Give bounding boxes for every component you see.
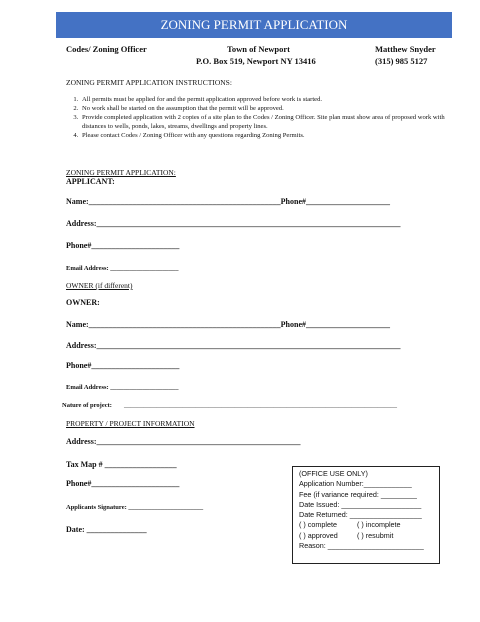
applicant-address-field[interactable]: Address:____________________________________________________________________________ xyxy=(66,219,401,228)
header-officer-name: Matthew Snyder xyxy=(375,44,436,54)
instructions-list xyxy=(62,95,470,140)
header-town: Town of Newport xyxy=(227,44,290,54)
date-returned-field[interactable]: Date Returned: __________________ xyxy=(299,510,422,520)
date-field[interactable]: Date: _______________ xyxy=(66,525,147,534)
property-section-title: PROPERTY / PROJECT INFORMATION xyxy=(66,419,195,428)
instruction-item: 3. Provide completed application with 2 copies of a site plan to the Codes / Zoning Officer. Site plan must show area of proposed work with distances to wells, ponds, lakes, streams, dwellings and property lines. xyxy=(80,113,470,131)
property-address-field[interactable]: Address:___________________________________________________ xyxy=(66,437,301,446)
resubmit-checkbox[interactable]: ( ) resubmit xyxy=(357,530,394,540)
complete-checkbox[interactable]: ( ) complete xyxy=(299,520,337,530)
owner-heading: OWNER: xyxy=(66,298,100,307)
applicant-phone-field[interactable]: Phone#______________________ xyxy=(66,241,180,250)
instructions-title: ZONING PERMIT APPLICATION INSTRUCTIONS: xyxy=(66,78,232,87)
applicant-heading: APPLICANT: xyxy=(66,177,115,186)
header-address: P.O. Box 519, Newport NY 13416 xyxy=(196,56,316,66)
office-use-box xyxy=(292,466,440,564)
nature-of-project-label: Nature of project: xyxy=(62,402,112,409)
owner-address-field[interactable]: Address:____________________________________________________________________________ xyxy=(66,341,401,350)
fee-field[interactable]: Fee (if variance required: _________ xyxy=(299,489,417,499)
header-officer-title: Codes/ Zoning Officer xyxy=(66,44,147,54)
incomplete-checkbox[interactable]: ( ) incomplete xyxy=(357,520,401,530)
instruction-item: 4. Please contact Codes / Zoning Officer with any questions regarding Zoning Permits. xyxy=(80,131,470,140)
applicant-email-field[interactable]: Email Address: _____________________ xyxy=(66,265,179,272)
application-number-field[interactable]: Application Number:____________ xyxy=(299,479,412,489)
owner-email-field[interactable]: Email Address: _____________________ xyxy=(66,384,179,391)
applicant-name-phone-field[interactable]: Name:________________________________________________Phone#_____________________ xyxy=(66,197,390,206)
tax-map-field[interactable]: Tax Map # __________________ xyxy=(66,460,177,469)
owner-section-title: OWNER (if different) xyxy=(66,281,133,290)
header-phone: (315) 985 5127 xyxy=(375,56,428,66)
instruction-item: 1. All permits must be applied for and the permit application approved before work is started. xyxy=(80,95,470,104)
reason-field[interactable]: Reason: ________________________ xyxy=(299,541,424,551)
property-phone-field[interactable]: Phone#______________________ xyxy=(66,479,180,488)
date-issued-field[interactable]: Date Issued: ____________________ xyxy=(299,499,422,509)
office-use-title: (OFFICE USE ONLY) xyxy=(299,469,368,478)
form-banner-title: ZONING PERMIT APPLICATION xyxy=(56,12,452,38)
instruction-item: 2. No work shall be started on the assumption that the permit will be approved. xyxy=(80,104,470,113)
nature-of-project-field[interactable]: ____________________________________________________________________________________ xyxy=(124,402,397,409)
owner-phone-field[interactable]: Phone#______________________ xyxy=(66,361,180,370)
approved-checkbox[interactable]: ( ) approved xyxy=(299,530,338,540)
applicant-signature-field[interactable]: Applicants Signature: _______________________ xyxy=(66,504,204,511)
applicant-section-title: ZONING PERMIT APPLICATION: xyxy=(66,168,176,177)
owner-name-phone-field[interactable]: Name:________________________________________________Phone#_____________________ xyxy=(66,320,390,329)
